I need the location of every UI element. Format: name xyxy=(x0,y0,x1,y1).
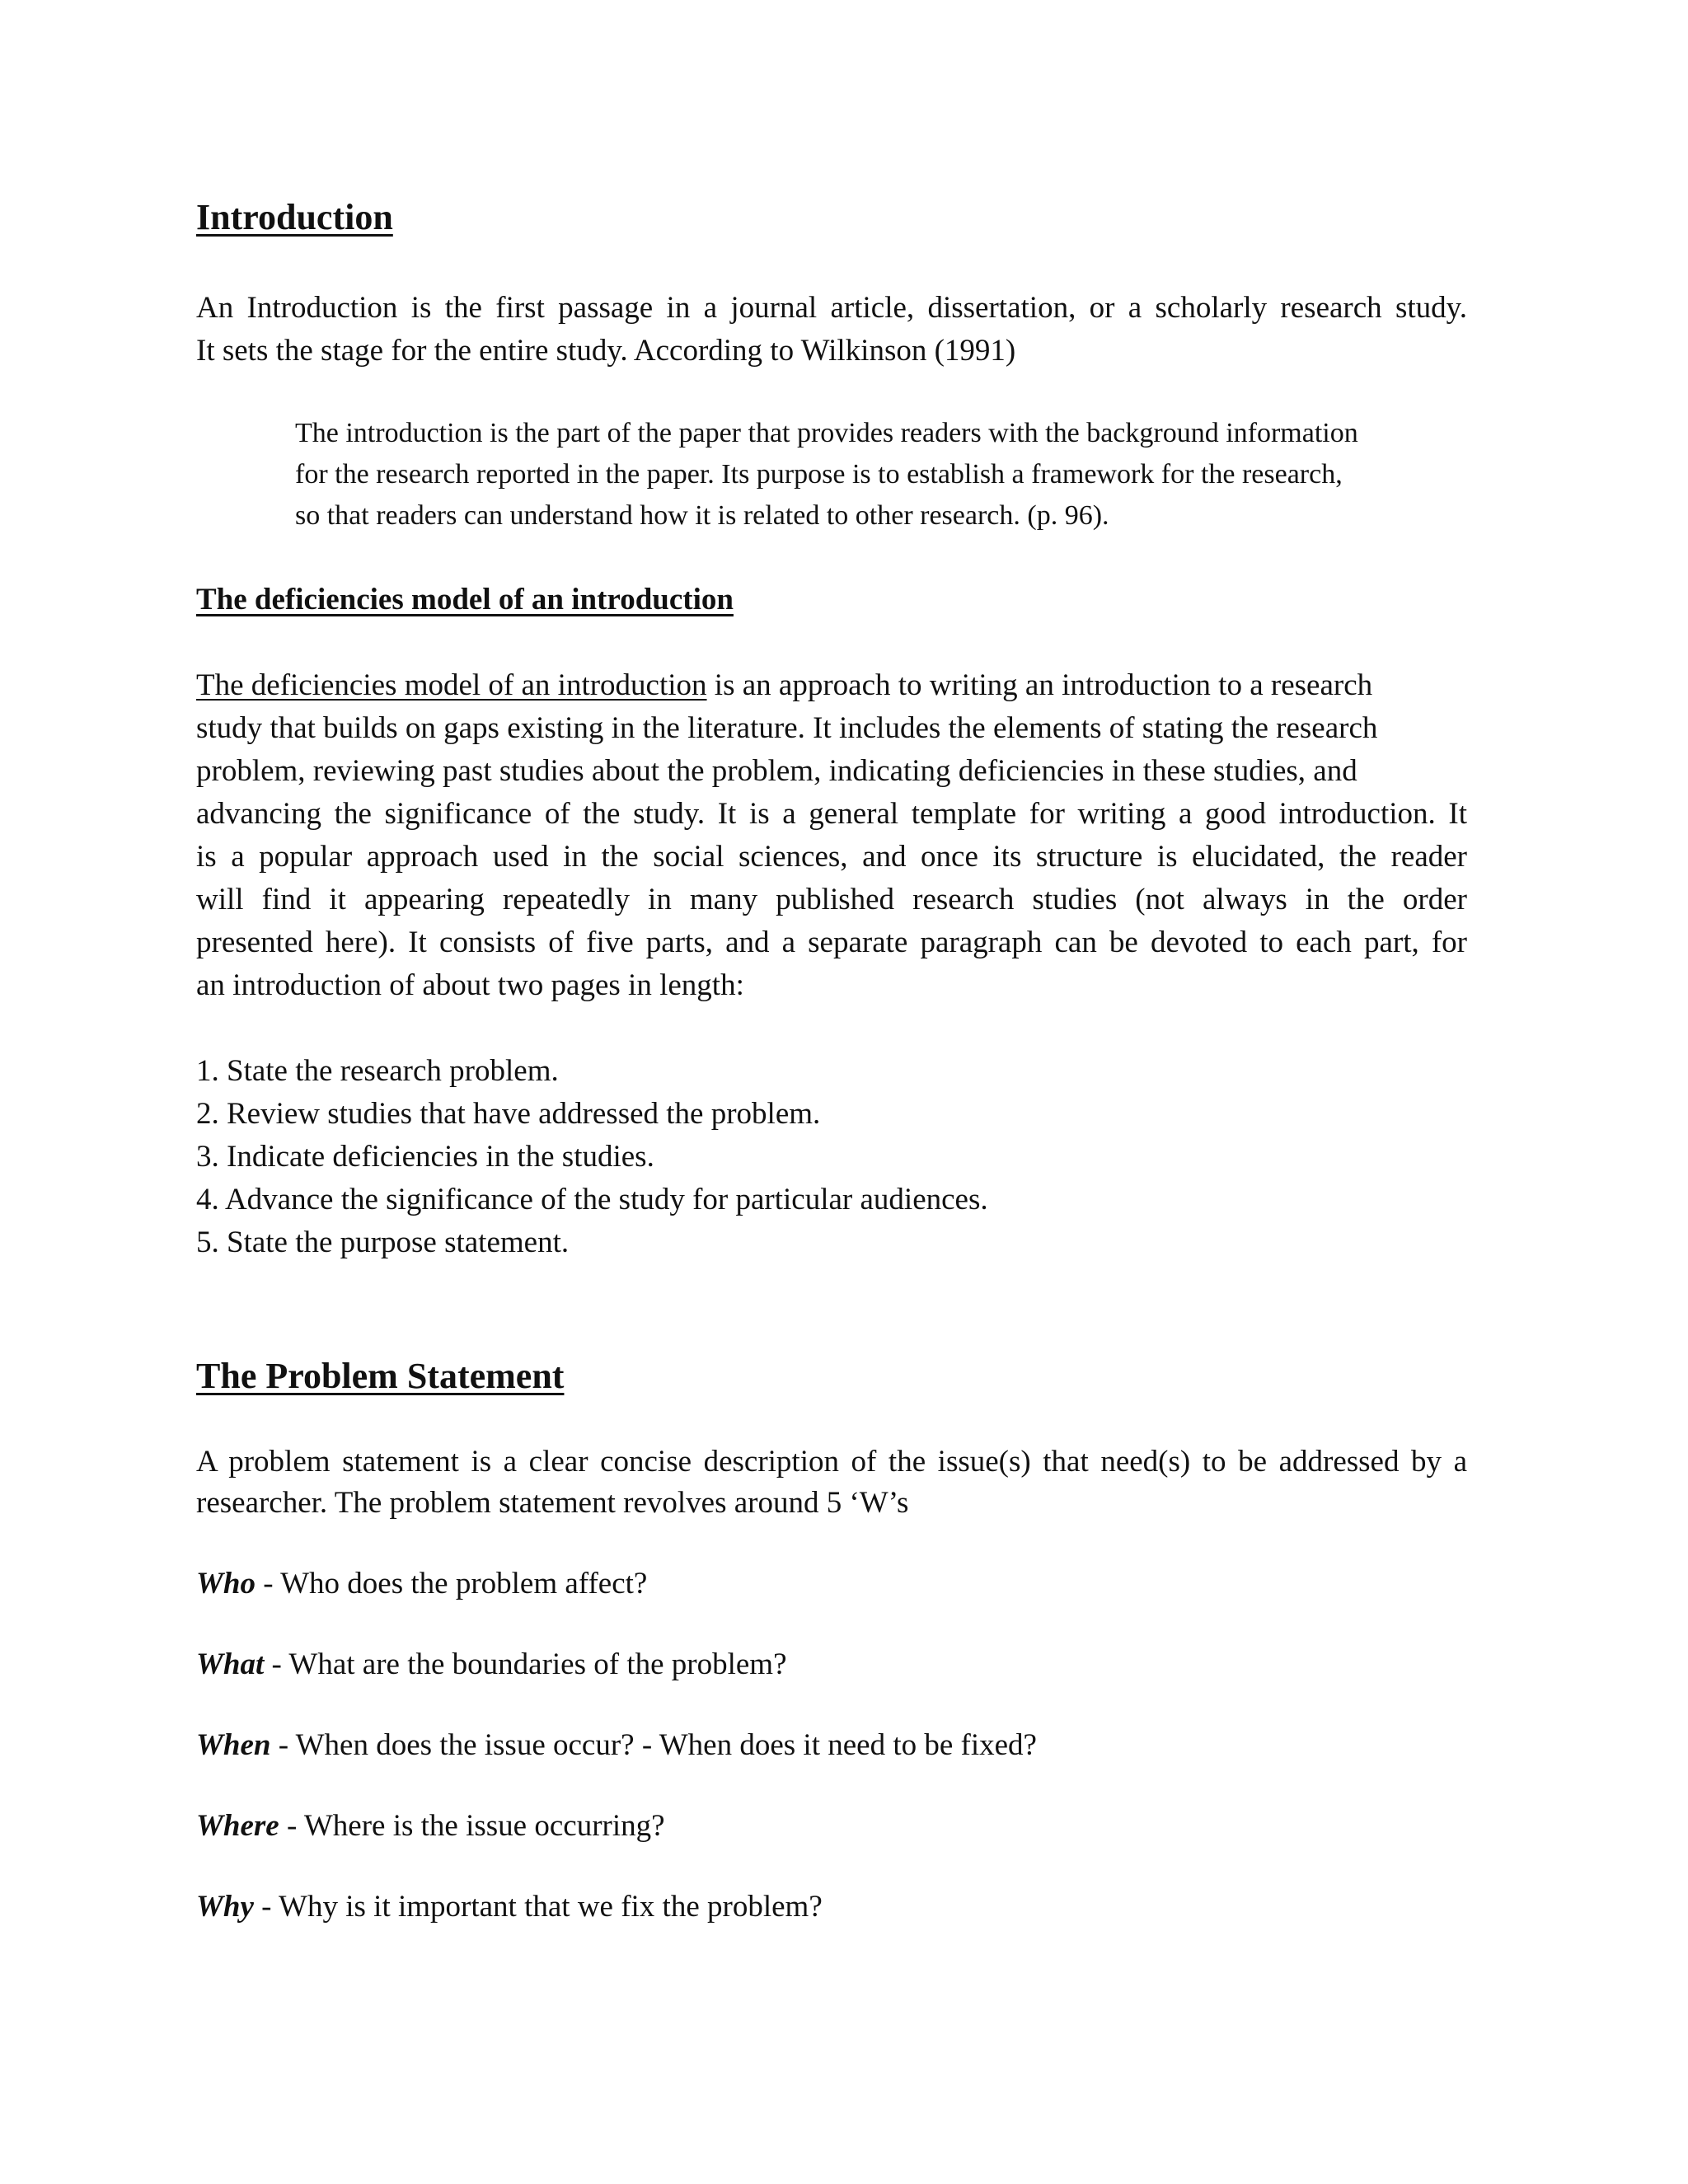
deficiencies-line-6: will find it appearing repeatedly in many published research studies (not always in the order xyxy=(196,883,1467,916)
deficiencies-line-7: presented here). It consists of five parts, and a separate paragraph can be devoted to each part, for xyxy=(196,926,1467,959)
problem-statement-line-1: A problem statement is a clear concise description of the issue(s) that need(s) to be addressed by a xyxy=(196,1445,1467,1479)
deficiencies-heading: The deficiencies model of an introduction xyxy=(196,583,734,616)
w-where-text: - Where is the issue occurring? xyxy=(279,1809,665,1843)
deficiencies-line-1-rest: is an approach to writing an introduction to a research xyxy=(706,668,1373,702)
deficiencies-line-2: study that builds on gaps existing in the literature. It includes the elements of stating the research xyxy=(196,711,1378,745)
w-what-text: - What are the boundaries of the problem? xyxy=(264,1647,787,1681)
deficiencies-term: The deficiencies model of an introduction xyxy=(196,668,707,702)
introduction-heading: Introduction xyxy=(196,197,393,237)
quote-line-3: so that readers can understand how it is related to other research. (p. 96). xyxy=(295,500,1109,531)
step-5: 5. State the purpose statement. xyxy=(196,1226,570,1259)
quote-line-2: for the research reported in the paper. Its purpose is to establish a framework for the research, xyxy=(295,459,1343,490)
w-when-text: - When does the issue occur? - When does it need to be fixed? xyxy=(270,1728,1037,1762)
w-why xyxy=(196,1889,823,1925)
w-who-text: - Who does the problem affect? xyxy=(255,1567,648,1601)
introduction-line-2: It sets the stage for the entire study. According to Wilkinson (1991) xyxy=(196,334,1016,368)
step-1: 1. State the research problem. xyxy=(196,1054,559,1088)
w-why-term: Why xyxy=(196,1890,254,1924)
deficiencies-line-1 xyxy=(196,668,1372,704)
deficiencies-line-5: is a popular approach used in the social sciences, and once its structure is elucidated, the reader xyxy=(196,840,1467,874)
w-where-term: Where xyxy=(196,1809,279,1843)
w-who-term: Who xyxy=(196,1567,256,1601)
introduction-line-1: An Introduction is the first passage in a journal article, dissertation, or a scholarly research study. xyxy=(196,291,1467,325)
w-when xyxy=(196,1727,1037,1764)
deficiencies-line-3: problem, reviewing past studies about the problem, indicating deficiencies in these studies, and xyxy=(196,754,1357,788)
deficiencies-line-8: an introduction of about two pages in length: xyxy=(196,968,744,1002)
deficiencies-line-4: advancing the significance of the study. It is a general template for writing a good introduction. It xyxy=(196,797,1467,831)
w-where xyxy=(196,1808,665,1844)
quote-line-1: The introduction is the part of the paper that provides readers with the background information xyxy=(295,418,1358,448)
w-what-term: What xyxy=(196,1647,265,1681)
problem-statement-line-2: researcher. The problem statement revolves around 5 ‘W’s xyxy=(196,1486,909,1520)
w-who xyxy=(196,1566,647,1602)
w-what xyxy=(196,1647,787,1683)
w-when-term: When xyxy=(196,1728,271,1762)
step-3: 3. Indicate deficiencies in the studies. xyxy=(196,1140,654,1174)
step-4: 4. Advance the significance of the study for particular audiences. xyxy=(196,1183,988,1216)
w-why-text: - Why is it important that we fix the problem? xyxy=(253,1890,823,1924)
problem-statement-heading: The Problem Statement xyxy=(196,1356,565,1396)
step-2: 2. Review studies that have addressed the problem. xyxy=(196,1097,821,1131)
